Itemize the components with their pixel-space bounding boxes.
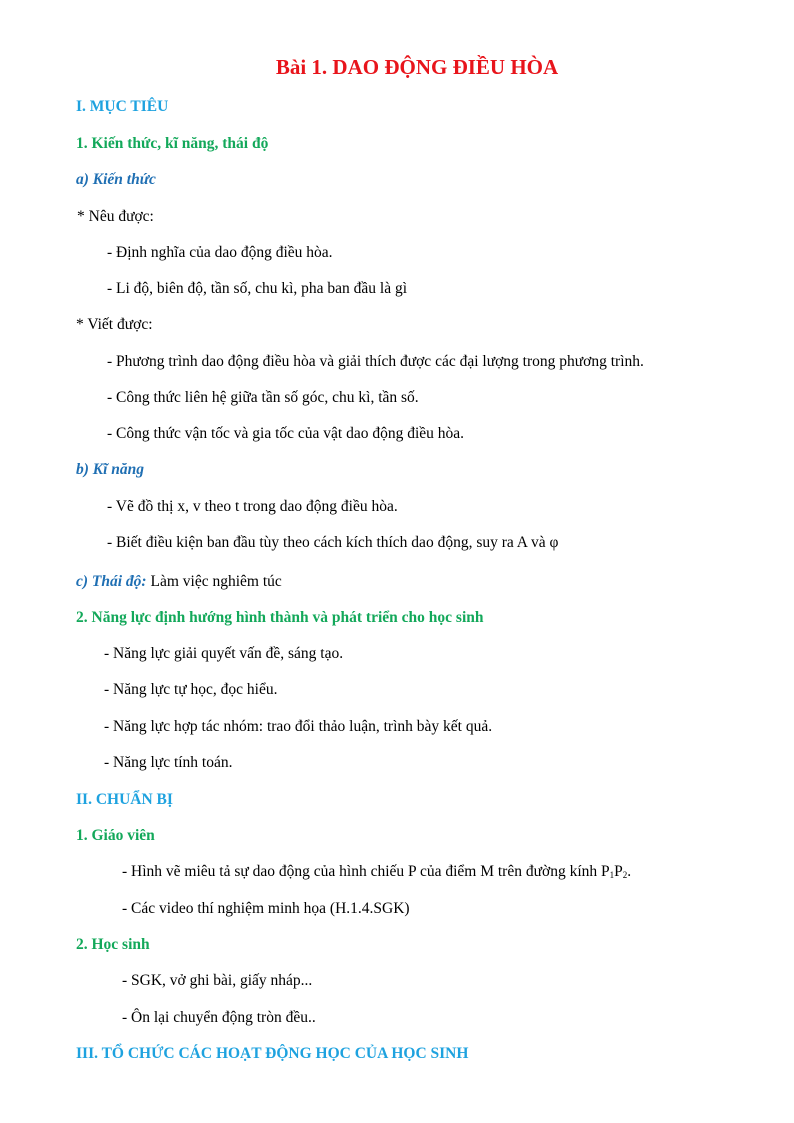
list-item: - Định nghĩa của dao động điều hòa. xyxy=(107,244,333,261)
list-item xyxy=(122,862,631,885)
list-item: - Các video thí nghiệm minh họa (H.1.4.SGK) xyxy=(122,900,410,917)
page-title: Bài 1. DAO ĐỘNG ĐIỀU HÒA xyxy=(275,55,559,79)
list-item: - Công thức liên hệ giữa tần số góc, chu kì, tần số. xyxy=(107,389,419,406)
heading-skills: b) Kĩ năng xyxy=(76,461,145,478)
list-item: - Năng lực giải quyết vấn đề, sáng tạo. xyxy=(104,645,344,662)
subheading-student: 2. Học sinh xyxy=(76,936,150,953)
attitude-line xyxy=(76,572,282,592)
list-item: - Vẽ đồ thị x, v theo t trong dao động điều hòa. xyxy=(107,498,398,515)
attitude-text: Làm việc nghiêm túc xyxy=(146,573,282,590)
teacher-item-text: P xyxy=(614,863,623,880)
subheading-knowledge-skills-attitude: 1. Kiến thức, kĩ năng, thái độ xyxy=(76,135,269,152)
section-heading-preparation: II. CHUẨN BỊ xyxy=(76,791,173,808)
list-item: - Năng lực hợp tác nhóm: trao đổi thảo luận, trình bày kết quả. xyxy=(104,718,493,735)
list-item: - Công thức vận tốc và gia tốc của vật dao động điều hòa. xyxy=(107,425,465,442)
write-intro: * Viết được: xyxy=(76,316,153,333)
list-item: - Biết điều kiện ban đầu tùy theo cách kích thích dao động, suy ra A và φ xyxy=(107,534,559,551)
list-item: - SGK, vở ghi bài, giấy nháp... xyxy=(122,972,313,989)
subheading-competencies: 2. Năng lực định hướng hình thành và phát triển cho học sinh xyxy=(76,609,484,626)
list-item: - Ôn lại chuyển động tròn đều.. xyxy=(122,1009,316,1026)
subscript: 2 xyxy=(622,870,628,880)
heading-knowledge: a) Kiến thức xyxy=(76,171,156,188)
list-item: - Phương trình dao động điều hòa và giải thích được các đại lượng trong phương trình. xyxy=(107,353,644,370)
list-item: - Li độ, biên độ, tần số, chu kì, pha ban đầu là gì xyxy=(107,280,408,297)
subscript: 1 xyxy=(609,870,615,880)
subheading-teacher: 1. Giáo viên xyxy=(76,827,155,844)
teacher-item-text: - Hình vẽ miêu tả sự dao động của hình chiếu P của điểm M trên đường kính P xyxy=(122,863,610,880)
list-item: - Năng lực tính toán. xyxy=(104,754,233,771)
section-heading-objectives: I. MỤC TIÊU xyxy=(76,98,169,115)
list-item: - Năng lực tự học, đọc hiểu. xyxy=(104,681,278,698)
heading-attitude: c) Thái độ: xyxy=(76,573,147,590)
teacher-item-text: . xyxy=(627,863,632,880)
section-heading-activities: III. TỔ CHỨC CÁC HOẠT ĐỘNG HỌC CỦA HỌC SINH xyxy=(76,1045,469,1062)
state-intro: * Nêu được: xyxy=(77,208,154,225)
